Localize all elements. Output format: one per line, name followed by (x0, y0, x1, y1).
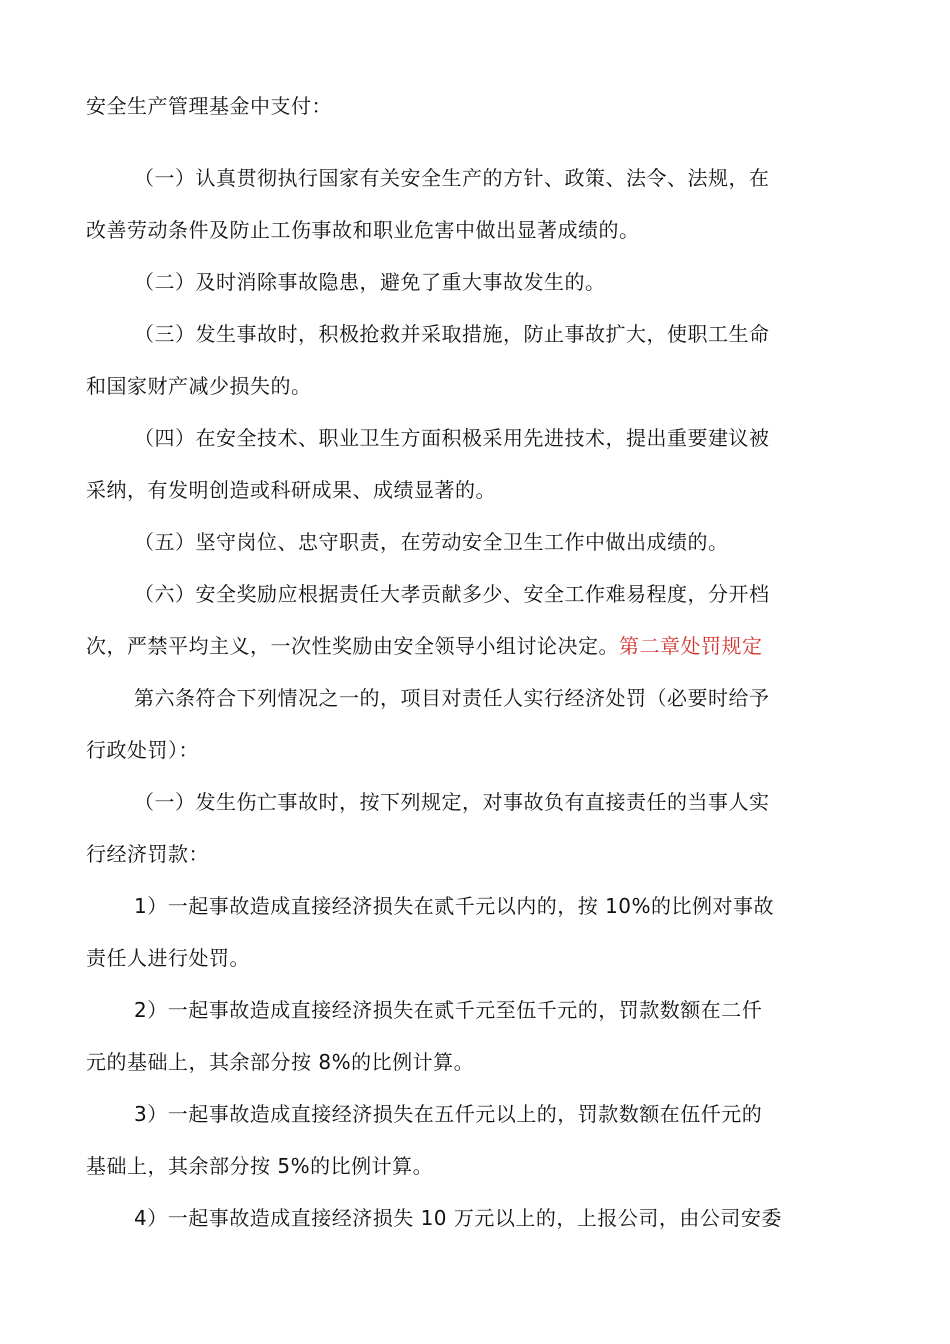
text-line: （三）发生事故时，积极抢救并采取措施，防止事故扩大，使职工生命 (134, 322, 770, 346)
document-page (86, 80, 862, 1244)
text-line: （二）及时消除事故隐患，避免了重大事故发生的。 (134, 270, 606, 294)
text-line: 责任人进行处罚。 (86, 946, 250, 970)
text-line: （一）认真贯彻执行国家有关安全生产的方针、政策、法令、法规，在 (134, 166, 770, 190)
text-line: 基础上，其余部分按 5%的比例计算。 (86, 1154, 434, 1178)
text-line: 改善劳动条件及防止工伤事故和职业危害中做出显著成绩的。 (86, 218, 640, 242)
text-line: 第六条符合下列情况之一的，项目对责任人实行经济处罚（必要时给予 (134, 686, 770, 710)
text-line: 4）一起事故造成直接经济损失 10 万元以上的，上报公司，由公司安委 (134, 1206, 782, 1230)
text-line: 1）一起事故造成直接经济损失在贰千元以内的，按 10%的比例对事故 (134, 894, 775, 918)
text-segment: 次，严禁平均主义，一次性奖励由安全领导小组讨论决定。 (86, 634, 619, 658)
text-line: 2）一起事故造成直接经济损失在贰千元至伍千元的，罚款数额在二仟 (134, 998, 763, 1022)
text-line: 采纳，有发明创造或科研成果、成绩显著的。 (86, 478, 496, 502)
text-line: 元的基础上，其余部分按 8%的比例计算。 (86, 1050, 475, 1074)
text-line: 行经济罚款： (86, 842, 209, 866)
text-line (86, 620, 862, 672)
chapter-heading: 第二章处罚规定 (619, 634, 763, 658)
text-line: 安全生产管理基金中支付： (86, 94, 332, 118)
text-line: （五）坚守岗位、忠守职责，在劳动安全卫生工作中做出成绩的。 (134, 530, 729, 554)
text-line: 行政处罚）： (86, 738, 199, 762)
text-line: （一）发生伤亡事故时，按下列规定，对事故负有直接责任的当事人实 (134, 790, 770, 814)
text-line: （四）在安全技术、职业卫生方面积极采用先进技术，提出重要建议被 (134, 426, 770, 450)
text-line: （六）安全奖励应根据责任大孝贡献多少、安全工作难易程度，分开档 (134, 582, 770, 606)
text-line: 和国家财产减少损失的。 (86, 374, 312, 398)
text-line: 3）一起事故造成直接经济损失在五仟元以上的，罚款数额在伍仟元的 (134, 1102, 763, 1126)
